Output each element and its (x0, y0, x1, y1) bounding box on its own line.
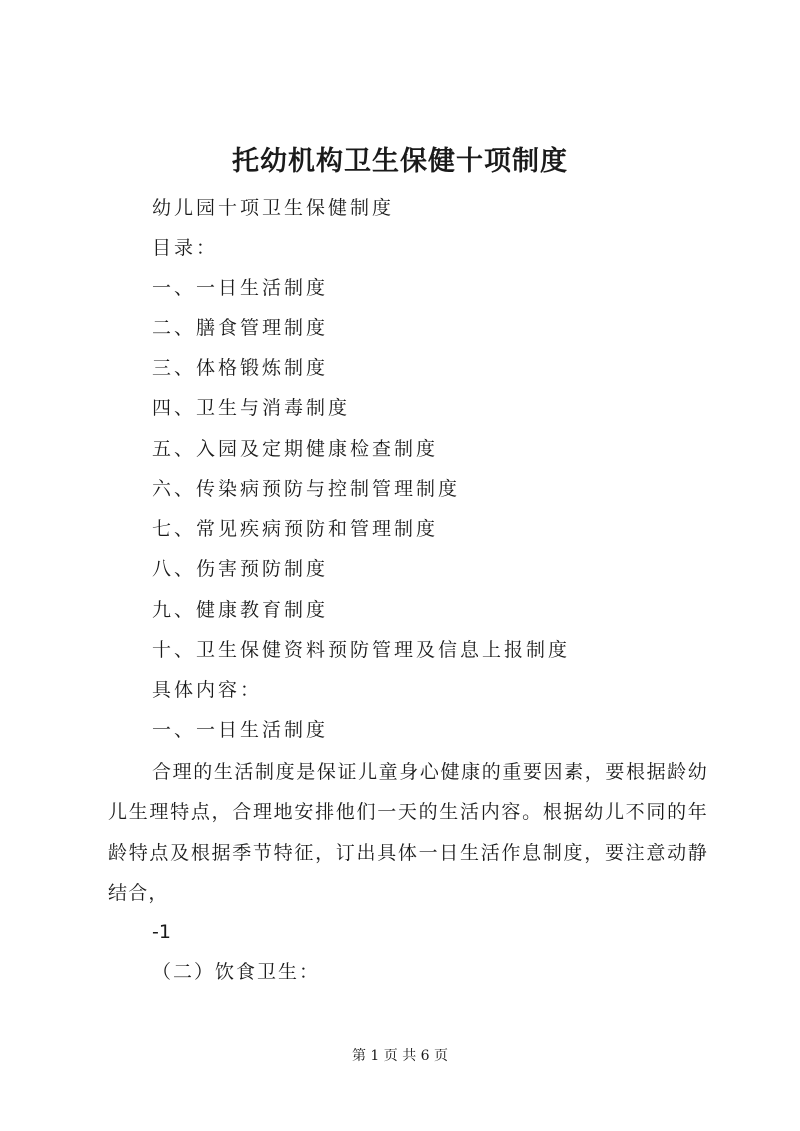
body-paragraph: 合理的生活制度是保证儿童身心健康的重要因素，要根据龄幼儿生理特点，合理地安排他们一天的生活内容。根据幼儿不同的年龄特点及根据季节特征，订出具体一日生活作息制度，要注意动静结合， (108, 761, 708, 904)
toc-item: 五、入园及定期健康检查制度 (152, 438, 439, 460)
document-title: 托幼机构卫生保健十项制度 (232, 146, 568, 177)
toc-item: 四、卫生与消毒制度 (152, 397, 351, 419)
toc-item: 七、常见疾病预防和管理制度 (152, 518, 439, 540)
document-subtitle: 幼儿园十项卫生保健制度 (152, 197, 395, 219)
content-label: 具体内容： (152, 679, 263, 701)
toc-item: 六、传染病预防与控制管理制度 (152, 478, 461, 500)
section-heading: 一、一日生活制度 (152, 719, 329, 741)
toc-item: 一、一日生活制度 (152, 277, 329, 299)
toc-item: 九、健康教育制度 (152, 599, 329, 621)
subsection-heading: （二）饮食卫生： (152, 961, 321, 983)
toc-label: 目录： (152, 237, 219, 259)
toc-item: 二、膳食管理制度 (152, 317, 329, 339)
page-footer: 第 1 页 共 6 页 (351, 1048, 449, 1064)
toc-item: 三、体格锻炼制度 (152, 357, 329, 379)
page-marker: -1 (152, 921, 171, 943)
toc-item: 十、卫生保健资料预防管理及信息上报制度 (152, 639, 571, 661)
toc-item: 八、伤害预防制度 (152, 558, 329, 580)
